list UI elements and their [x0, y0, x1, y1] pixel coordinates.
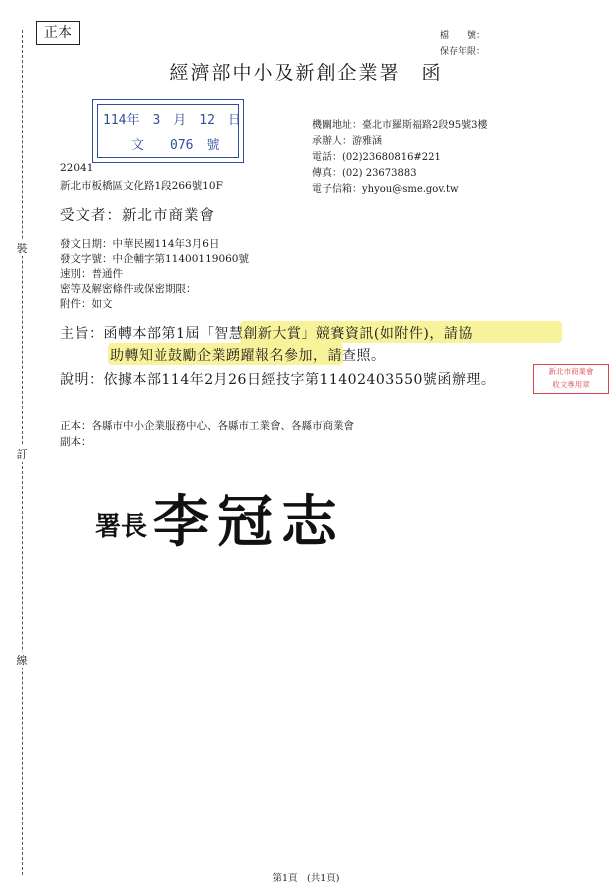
- receiving-seal-line2: 收文專用章: [552, 380, 590, 389]
- fax: 傳真：(02) 23673883: [312, 168, 417, 179]
- subject-line-2: 助轉知並鼓勵企業踴躍報名參加，請查照。: [110, 348, 386, 364]
- document-number: 發文字號：中企輔字第11400119060號: [60, 253, 249, 265]
- secrecy-level: 密等及解密條件或保密期限：: [60, 283, 197, 295]
- receipt-stamp-date: 114年 3 月 12 日: [103, 113, 241, 128]
- issue-date: 發文日期：中華民國114年3月6日: [60, 238, 220, 250]
- email: 電子信箱：yhyou@sme.gov.tw: [312, 184, 459, 195]
- subject-line-1: 主旨：函轉本部第1屆「智慧創新大賞」競賽資訊(如附件)，請協: [60, 326, 473, 342]
- retention-period-label: 保存年限：: [440, 47, 486, 57]
- file-number-label: 檔 號：: [440, 31, 486, 41]
- distribution-copy: 副本：: [60, 436, 92, 448]
- binding-mark-ding: 訂: [16, 448, 28, 461]
- recipient-zip: 22041: [60, 162, 94, 174]
- attachment: 附件：如文: [60, 298, 113, 310]
- copy-mark-box: 正本: [36, 21, 80, 45]
- delivery-speed: 速別：普通件: [60, 268, 123, 280]
- description: 說明：依據本部114年2月26日經技字第11402403550號函辦理。: [60, 372, 496, 388]
- receipt-stamp-number: 文 076 號: [131, 138, 220, 153]
- receiving-seal: [533, 364, 609, 394]
- binding-mark-xian: 線: [16, 654, 28, 667]
- distribution-main: 正本：各縣市中小企業服務中心、各縣市工業會、各縣市商業會: [60, 420, 354, 432]
- recipient-address: 新北市板橋區文化路1段266號10F: [60, 180, 223, 192]
- document-title: 經濟部中小及新創企業署 函: [169, 62, 443, 84]
- receiving-seal-line1: 新北市商業會: [548, 367, 594, 376]
- handler: 承辦人：游雅涵: [312, 136, 382, 147]
- page-footer: 第1頁 (共1頁): [272, 873, 340, 884]
- phone: 電話：(02)23680816#221: [312, 152, 441, 163]
- binding-mark-zhuang: 裝: [16, 242, 28, 255]
- signature-title: 署長: [95, 512, 148, 542]
- addressee: 受文者：新北市商業會: [60, 208, 215, 224]
- agency-address: 機關地址：臺北市羅斯福路2段95號3樓: [312, 120, 488, 131]
- receipt-stamp: [92, 99, 244, 163]
- signature-name: 李冠志: [153, 489, 345, 555]
